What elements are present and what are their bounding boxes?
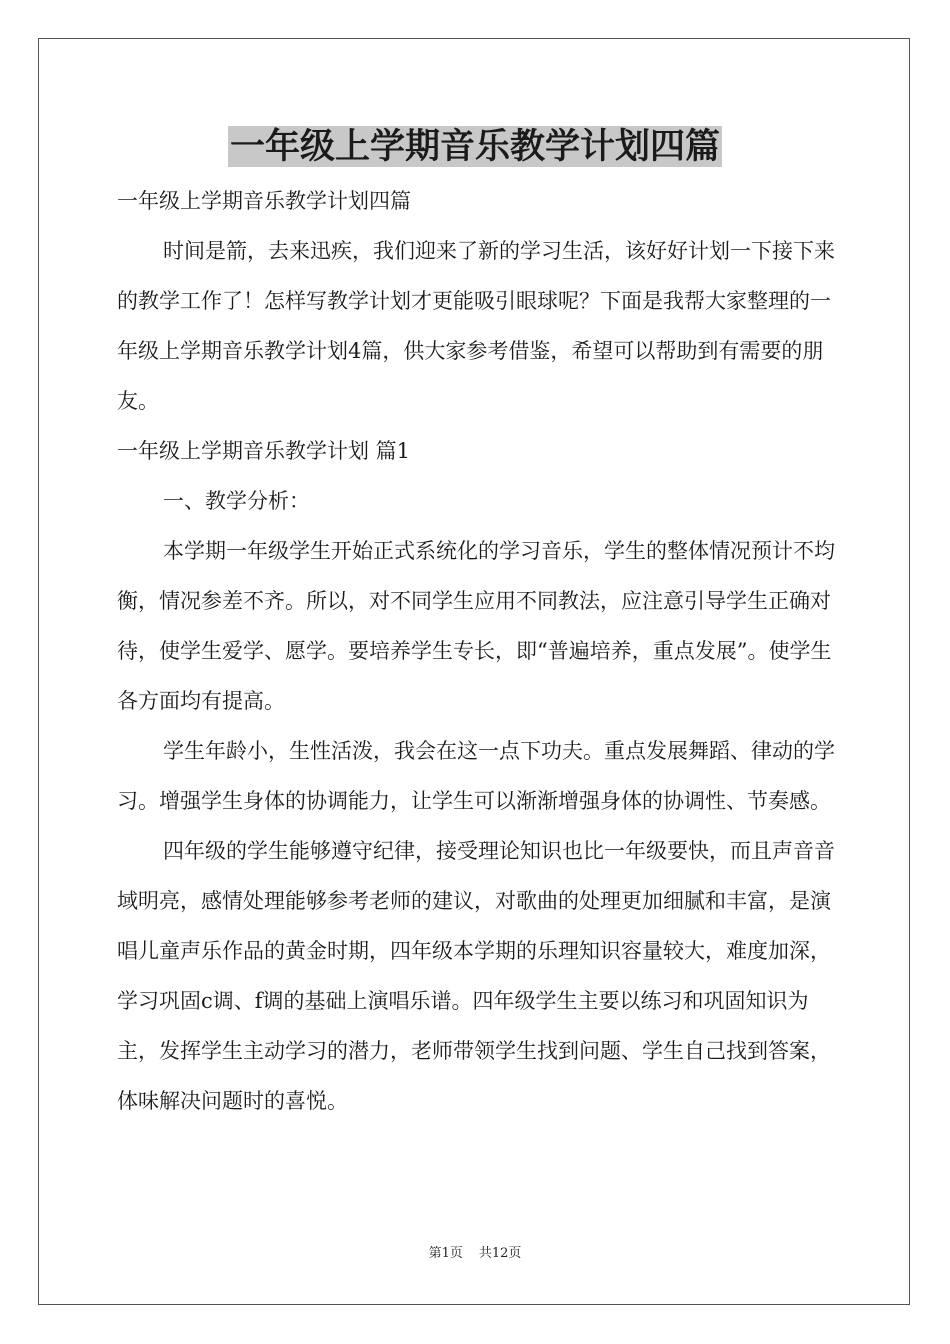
document-body xyxy=(117,176,837,1126)
paragraph-intro: 时间是箭，去来迅疾，我们迎来了新的学习生活，该好好计划一下接下来的教学工作了！怎样写教学计划才更能吸引眼球呢？下面是我帮大家整理的一年级上学期音乐教学计划4篇，供大家参考借鉴，希望可以帮助到有需要的朋友。 xyxy=(117,239,835,413)
page-footer xyxy=(0,1245,950,1263)
section-heading: 一年级上学期音乐教学计划 篇1 xyxy=(117,439,411,463)
subsection-heading: 一、教学分析： xyxy=(163,489,310,513)
page-number: 第1页 xyxy=(428,1246,463,1261)
paragraph-analysis: 本学期一年级学生开始正式系统化的学习音乐，学生的整体情况预计不均衡，情况参差不齐。所以，对不同学生应用不同教法，应注意引导学生正确对待，使学生爱学、愿学。要培养学生专长，即“普遍培养，重点发展”。使学生各方面均有提高。 xyxy=(117,539,835,713)
document-title xyxy=(0,123,950,171)
paragraph-grade-four: 四年级的学生能够遵守纪律，接受理论知识也比一年级要快，而且声音音域明亮，感情处理能够参考老师的建议，对歌曲的处理更加细腻和丰富，是演唱儿童声乐作品的黄金时期，四年级本学期的乐理知识容量较大，难度加深，学习巩固c调、f调的基础上演唱乐谱。四年级学生主要以练习和巩固知识为主，发挥学生主动学习的潜力，老师带领学生找到问题、学生自己找到答案，体味解决问题时的喜悦。 xyxy=(117,839,835,1113)
paragraph-students: 学生年龄小，生性活泼，我会在这一点下功夫。重点发展舞蹈、律动的学习。增强学生身体的协调能力，让学生可以渐渐增强身体的协调性、节奏感。 xyxy=(117,739,835,813)
page-total: 共12页 xyxy=(478,1246,522,1261)
paragraph-heading: 一年级上学期音乐教学计划四篇 xyxy=(117,189,411,213)
document-title-text: 一年级上学期音乐教学计划四篇 xyxy=(229,126,720,167)
